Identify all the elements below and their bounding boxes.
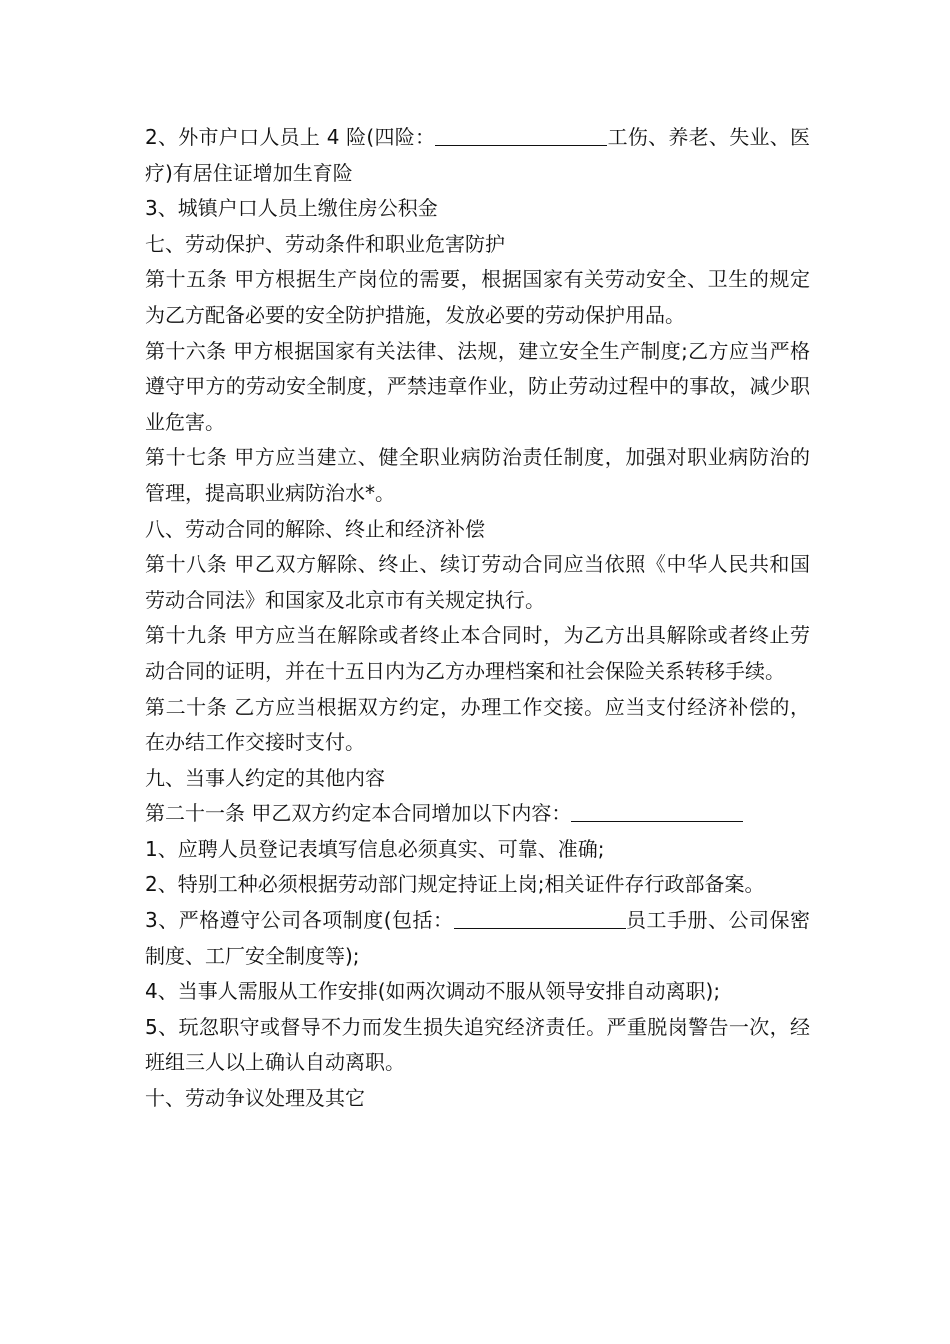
list-item-1: 1、应聘人员登记表填写信息必须真实、可靠、准确; (145, 836, 605, 861)
article-21 (145, 796, 810, 832)
article-16: 第十六条 甲方根据国家有关法律、法规，建立安全生产制度;乙方应当严格遵守甲方的劳动安全制度，严禁违章作业，防止劳动过程中的事故，减少职业危害。 (145, 338, 810, 434)
fill-in-blank[interactable] (571, 799, 743, 822)
paragraph-text: 员工手册、公司保密制度、工厂安全制度等); (145, 908, 811, 968)
article-19: 第十九条 甲方应当在解除或者终止本合同时，为乙方出具解除或者终止劳动合同的证明，并在十五日内为乙方办理档案和社会保险关系转移手续。 (145, 623, 810, 683)
paragraph-text: 第二十一条 甲乙双方约定本合同增加以下内容： (145, 801, 572, 826)
list-item-4: 4、当事人需服从工作安排(如两次调动不服从领导安排自动离职); (145, 979, 721, 1004)
fill-in-blank[interactable] (435, 123, 607, 146)
article-17: 第十七条 甲方应当建立、健全职业病防治责任制度，加强对职业病防治的管理，提高职业病防治水*。 (145, 445, 810, 505)
section-heading-labor-protection: 七、劳动保护、劳动条件和职业危害防护 (145, 231, 505, 256)
section-heading-disputes: 十、劳动争议处理及其它 (145, 1086, 365, 1111)
document-body (145, 120, 810, 1117)
list-item-5: 5、玩忽职守或督导不力而发生损失追究经济责任。严重脱岗警告一次，经班组三人以上确认自动离职。 (145, 1014, 810, 1075)
section-heading-other-terms: 九、当事人约定的其他内容 (145, 765, 385, 790)
section-heading-termination: 八、劳动合同的解除、终止和经济补偿 (145, 516, 485, 541)
list-item-2: 2、特别工种必须根据劳动部门规定持证上岗;相关证件存行政部备案。 (145, 872, 765, 897)
paragraph-housing-fund: 3、城镇户口人员上缴住房公积金 (145, 196, 438, 221)
list-item-3 (145, 903, 810, 974)
article-15: 第十五条 甲方根据生产岗位的需要，根据国家有关劳动安全、卫生的规定为乙方配备必要的安全防护措施，发放必要的劳动保护用品。 (145, 267, 810, 327)
paragraph-text: 3、严格遵守公司各项制度(包括： (145, 908, 454, 933)
paragraph-insurance-nonlocal (145, 120, 810, 191)
paragraph-text: 2、外市户口人员上 4 险(四险： (145, 125, 436, 149)
paragraph-text: 工伤、养老、失业、医疗)有居住证增加生育险 (145, 125, 811, 185)
article-20: 第二十条 乙方应当根据双方约定，办理工作交接。应当支付经济补偿的，在办结工作交接时支付。 (145, 694, 810, 755)
article-18: 第十八条 甲乙双方解除、终止、续订劳动合同应当依照《中华人民共和国劳动合同法》和国家及北京市有关规定执行。 (145, 552, 810, 612)
fill-in-blank[interactable] (454, 906, 626, 929)
